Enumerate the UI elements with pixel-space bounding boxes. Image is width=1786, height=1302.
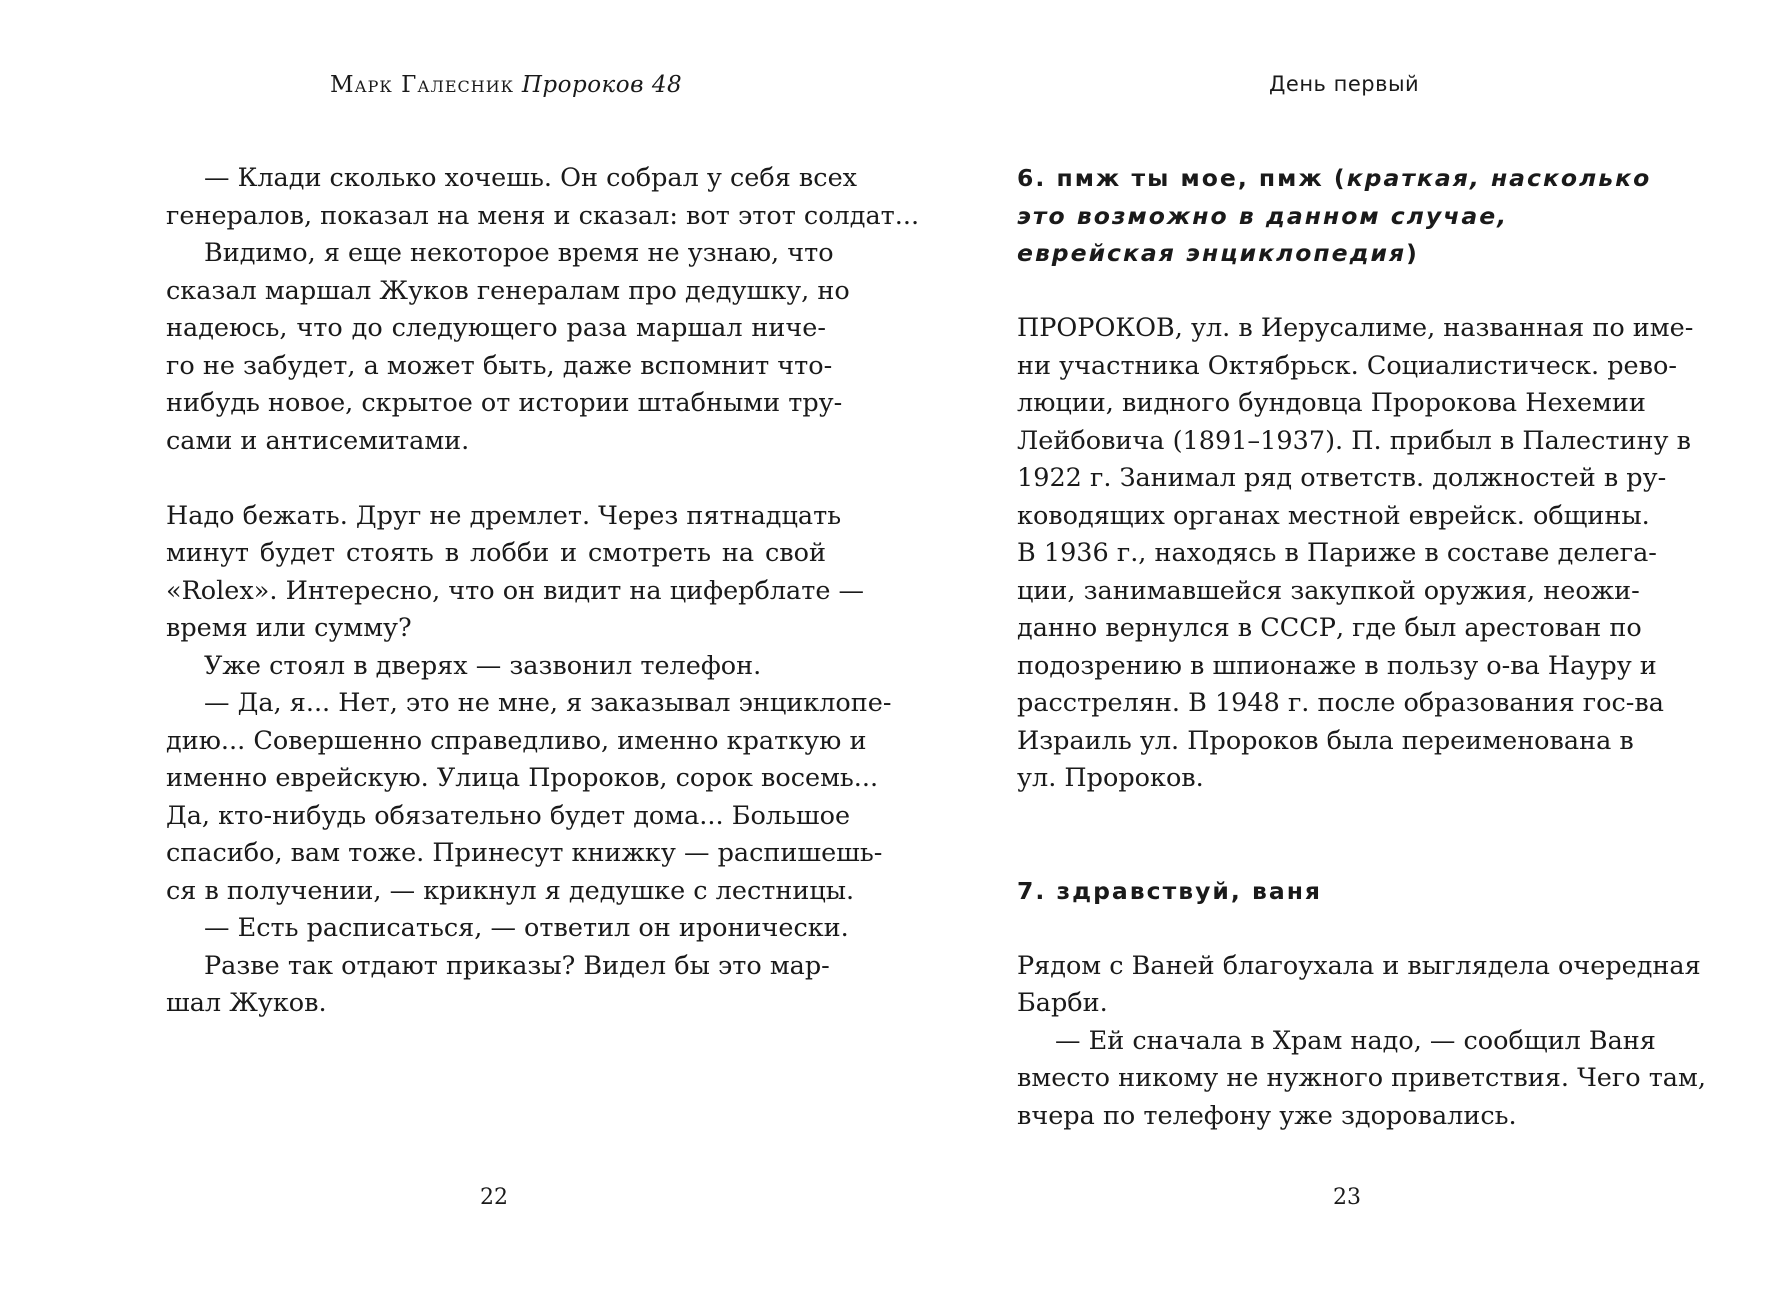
- text-line: именно еврейскую. Улица Пророков, сорок восемь...: [166, 763, 879, 793]
- header-book-title: Пророков 48: [521, 72, 683, 98]
- text-line: Надо бежать. Друг не дремлет. Через пятнадцать: [166, 500, 842, 531]
- text-line: сами и антисемитами.: [166, 425, 470, 456]
- heading-part: ): [1406, 239, 1419, 267]
- text-line: сказал маршал Жуков генералам про дедушку, но: [166, 275, 850, 306]
- heading-part-italic: это возможно в данном случае,: [1017, 201, 1509, 230]
- text-line: минут будет стоять в лобби и смотреть на свой: [166, 538, 826, 568]
- page-number-right: 23: [1333, 1185, 1361, 1210]
- text-line: шал Жуков.: [166, 988, 327, 1018]
- page-number-left: 22: [480, 1185, 508, 1210]
- text-line: ул. Пророков.: [1017, 763, 1204, 793]
- text-line: В 1936 г., находясь в Париже в составе делега-: [1017, 538, 1657, 568]
- left-page-body: [166, 160, 920, 1023]
- section-gap: [1017, 798, 1567, 873]
- text-line: го не забудет, а может быть, даже вспомнит что-: [166, 350, 833, 381]
- text-line: ни участника Октябрьск. Социалистическ. рево-: [1017, 350, 1677, 381]
- right-page-body: [1017, 160, 1706, 1135]
- text-line: надеюсь, что до следующего раза маршал ниче-: [166, 313, 826, 343]
- text-line: вчера по телефону уже здоровались.: [1017, 1100, 1517, 1131]
- text-line: Лейбовича (1891–1937). П. прибыл в Палестину в: [1017, 425, 1691, 456]
- text-line: данно вернулся в СССР, где был арестован по: [1017, 613, 1642, 643]
- section-heading: [1017, 160, 1652, 198]
- text-line: Барби.: [1017, 988, 1108, 1018]
- text-line: Уже стоял в дверях — зазвонил телефон.: [204, 650, 762, 681]
- text-line: Видимо, я еще некоторое время не узнаю, что: [204, 238, 834, 268]
- heading-part-italic: краткая, насколько: [1346, 164, 1652, 192]
- text-line: ководящих органах местной еврейск. общины.: [1017, 500, 1650, 531]
- text-line: генералов, показал на меня и сказал: вот этот солдат...: [166, 200, 920, 231]
- text-line: Да, кто-нибудь обязательно будет дома... Большое: [166, 800, 851, 831]
- text-line: Израиль ул. Пророков была переименована в: [1017, 725, 1634, 756]
- paragraph-gap: [1017, 273, 1567, 311]
- text-line: нибудь новое, скрытое от истории штабными тру-: [166, 388, 843, 418]
- text-line: — Да, я... Нет, это не мне, я заказывал энциклопе-: [204, 688, 892, 718]
- text-line: — Ей сначала в Храм надо, — сообщил Ваня: [1055, 1025, 1656, 1056]
- section-heading: 7. здравствуй, ваня: [1017, 876, 1323, 905]
- text-line: расстрелян. В 1948 г. после образования гос-ва: [1017, 688, 1664, 718]
- running-header-right: День первый: [1269, 72, 1420, 96]
- heading-part: 6. пмж ты мое, пмж (: [1017, 164, 1347, 192]
- text-line: 1922 г. Занимал ряд ответств. должностей в ру-: [1017, 463, 1667, 493]
- paragraph-gap: [166, 460, 826, 498]
- text-line: ся в получении, — крикнул я дедушке с лестницы.: [166, 875, 855, 906]
- text-line: подозрению в шпионаже в пользу о-ва Науру и: [1017, 650, 1657, 681]
- text-line: Разве так отдают приказы? Видел бы это мар-: [204, 950, 830, 981]
- right-page: [893, 0, 1786, 1302]
- running-header-left: [330, 72, 682, 98]
- text-line: вместо никому не нужного приветствия. Чего там,: [1017, 1063, 1706, 1093]
- text-line: ции, занимавшейся закупкой оружия, неожи-: [1017, 575, 1640, 606]
- text-line: «Rolex». Интересно, что он видит на циферблате —: [166, 575, 865, 606]
- paragraph-gap: [1017, 910, 1567, 948]
- text-line: — Есть расписаться, — ответил он иронически.: [204, 913, 849, 943]
- heading-part-italic: еврейская энциклопедия: [1017, 239, 1407, 267]
- section-heading-cont: [1017, 235, 1567, 273]
- text-line: — Клади сколько хочешь. Он собрал у себя всех: [204, 163, 858, 193]
- text-line: дию... Совершенно справедливо, именно краткую и: [166, 725, 867, 756]
- text-line: спасибо, вам тоже. Принесут книжку — распишешь-: [166, 838, 883, 868]
- text-line: ПРОРОКОВ, ул. в Иерусалиме, названная по име-: [1017, 313, 1694, 343]
- section-heading-cont: [1017, 198, 1567, 236]
- text-line: Рядом с Ваней благоухала и выглядела очередная: [1017, 950, 1701, 981]
- text-line: люции, видного бундовца Пророкова Нехемии: [1017, 388, 1646, 418]
- header-author: Марк Галесник: [330, 72, 515, 98]
- text-line: время или сумму?: [166, 613, 412, 643]
